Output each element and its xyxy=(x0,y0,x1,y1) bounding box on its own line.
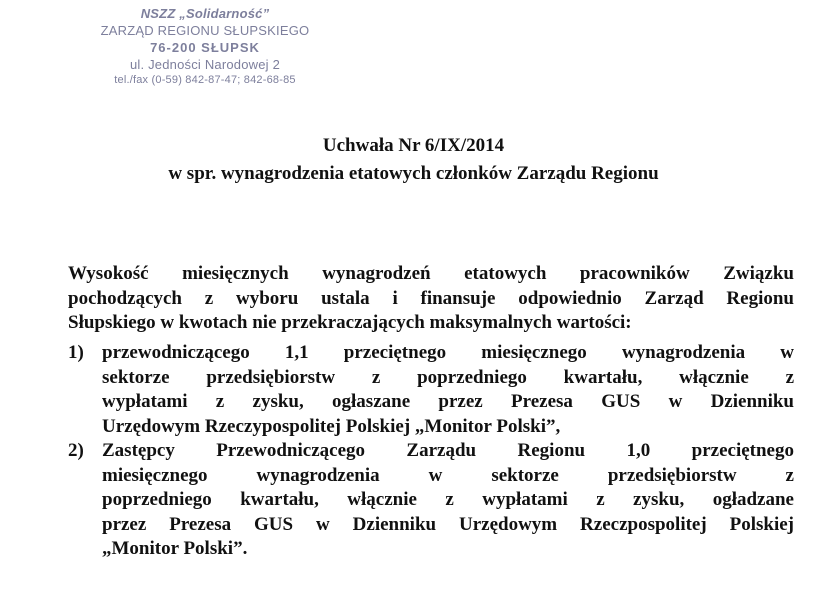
item-line: Urzędowym Rzeczypospolitej Polskiej „Monitor Polski”, xyxy=(102,415,561,437)
salary-list xyxy=(68,341,794,562)
intro-line: Słupskiego w kwotach nie przekraczających maksymalnych wartości: xyxy=(68,312,632,333)
resolution-title xyxy=(0,132,827,188)
list-item-text xyxy=(102,341,794,439)
item-line: przewodniczącego 1,1 przeciętnego miesięcznego wynagrodzenia w xyxy=(102,342,794,363)
stamp-phone: tel./fax (0-59) 842-87-47; 842-68-85 xyxy=(114,74,296,86)
intro-line: pochodzących z wyboru ustala i finansuje odpowiednio Zarząd Regionu xyxy=(68,287,794,309)
list-item xyxy=(68,341,794,439)
item-line: „Monitor Polski”. xyxy=(102,538,248,559)
item-line: miesięcznego wynagrodzenia w sektorze przedsiębiorstw z xyxy=(102,464,794,486)
item-line: przez Prezesa GUS w Dzienniku Urzędowym Rzeczpospolitej Polskiej xyxy=(102,513,794,535)
item-line: sektorze przedsiębiorstw z poprzedniego kwartału, włącznie z xyxy=(102,366,794,388)
stamp-postal-city: 76-200 SŁUPSK xyxy=(150,40,260,55)
intro-line: Wysokość miesięcznych wynagrodzeń etatowych pracowników Związku xyxy=(68,263,794,284)
list-item xyxy=(68,439,794,562)
stamp-street: ul. Jedności Narodowej 2 xyxy=(129,57,281,72)
item-line: wypłatami z zysku, ogłaszane przez Prezesa GUS w Dzienniku xyxy=(102,391,794,412)
list-item-number: 2) xyxy=(68,440,84,461)
resolution-number: Uchwała Nr 6/IX/2014 xyxy=(322,135,505,156)
list-item-number: 1) xyxy=(68,342,84,363)
resolution-subject: w spr. wynagrodzenia etatowych członków Zarządu Regionu xyxy=(168,163,659,184)
item-line: poprzedniego kwartału, włącznie z wypłatami z zysku, ogładzane xyxy=(102,489,794,510)
stamp-board-name: ZARZĄD REGIONU SŁUPSKIEGO xyxy=(100,23,310,38)
intro-paragraph xyxy=(68,262,794,336)
item-line: Zastępcy Przewodniczącego Zarządu Regionu 1,0 przeciętnego xyxy=(102,440,794,461)
stamp-union-name: NSZZ „Solidarność” xyxy=(140,6,270,21)
list-item-text xyxy=(102,439,794,562)
organization-stamp xyxy=(80,6,330,87)
